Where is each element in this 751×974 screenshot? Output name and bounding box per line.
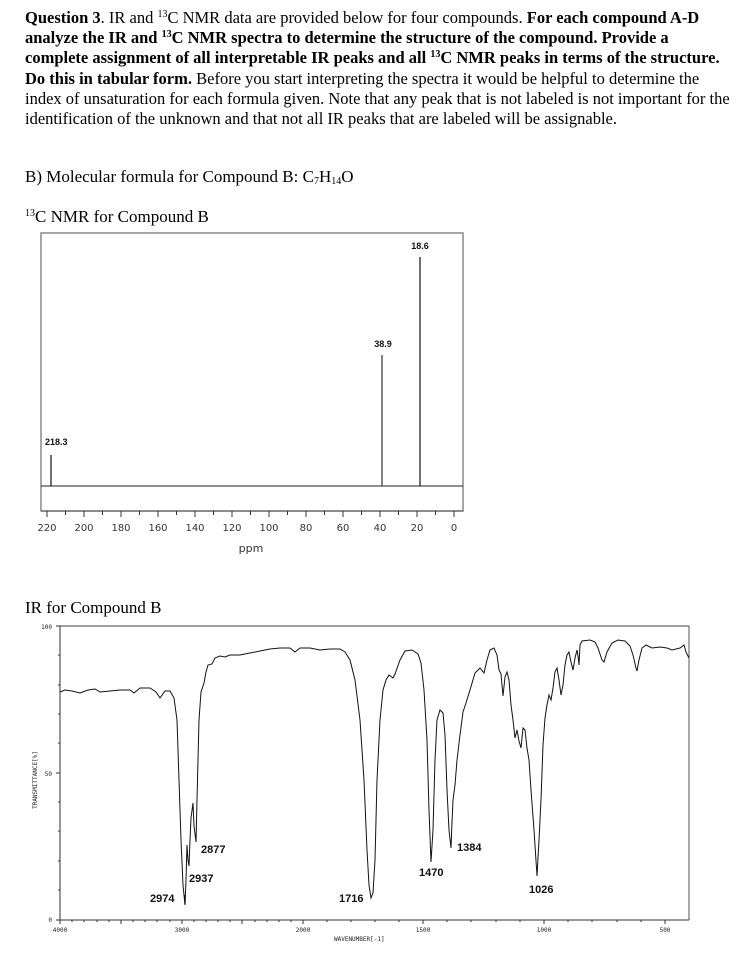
svg-text:180: 180 — [111, 523, 131, 534]
svg-text:4000: 4000 — [52, 927, 68, 934]
svg-text:60: 60 — [336, 523, 350, 534]
nmr-peak-label: 218.3 — [45, 437, 68, 447]
ir-peak-label: 1026 — [529, 884, 554, 896]
ir-x-axis-label: WAVENUMBER[-1] — [334, 936, 385, 943]
question-paragraph: Question 3. IR and $^{13}$C NMR data are provided below for four compounds. For each compound A-D analyze the IR and $^{13}$C NMR spectra to determine the structure of the compound. Provide a complete assignment of all interpretable IR peaks and all $^{13}$C NMR peaks in terms of the structure. Do this in tabular form. Before you start interpreting the spectra it would be helpful to determine the index of unsaturation for each formula given. Note that any peak that is not labeled is not important for the identification of the unknown and that not all IR peaks that are labeled will be assignable. — [25, 8, 730, 129]
nmr-peak-label: 38.9 — [374, 339, 392, 349]
svg-text:200: 200 — [74, 523, 94, 534]
svg-text:140: 140 — [185, 523, 205, 534]
ir-heading: IR for Compound B — [25, 598, 162, 617]
svg-text:0: 0 — [48, 917, 52, 924]
nmr-x-axis-label: ppm — [238, 542, 264, 555]
ir-spectrum-line — [60, 640, 689, 905]
nmr-heading: $^{13}$C NMR for Compound B — [25, 207, 209, 226]
question-label: Question 3 — [25, 8, 101, 27]
ir-peak-label: 1470 — [419, 867, 444, 879]
svg-text:100: 100 — [41, 624, 52, 631]
nmr-peak-label: 18.6 — [411, 241, 429, 251]
ir-chart — [32, 624, 689, 943]
svg-text:50: 50 — [44, 771, 52, 778]
ir-peak-label: 2937 — [189, 873, 214, 885]
svg-text:1000: 1000 — [536, 927, 552, 934]
svg-text:100: 100 — [259, 523, 279, 534]
svg-text:500: 500 — [659, 927, 671, 934]
svg-text:0: 0 — [450, 523, 458, 534]
ir-peak-label: 2877 — [201, 844, 226, 856]
ir-peak-label: 1716 — [339, 893, 364, 905]
ir-peak-label: 1384 — [457, 842, 482, 854]
ir-x-ticks — [60, 920, 665, 924]
svg-text:3000: 3000 — [174, 927, 190, 934]
molecular-formula: B) Molecular formula for Compound B: $C_7H_{14}O$ — [25, 167, 354, 187]
svg-text:220: 220 — [37, 523, 57, 534]
svg-text:160: 160 — [148, 523, 168, 534]
ir-y-ticks — [56, 626, 60, 920]
ir-y-axis-label: TRANSMITTANCE[%] — [32, 751, 39, 809]
svg-text:40: 40 — [373, 523, 387, 534]
ir-peak-label: 2974 — [150, 893, 175, 905]
svg-text:120: 120 — [222, 523, 242, 534]
nmr-chart — [37, 233, 463, 555]
nmr-ticks — [47, 511, 454, 517]
nmr-tick-labels — [37, 523, 457, 555]
svg-text:80: 80 — [299, 523, 313, 534]
svg-text:1500: 1500 — [415, 927, 431, 934]
nmr-frame — [41, 233, 463, 511]
svg-text:2000: 2000 — [295, 927, 311, 934]
svg-text:20: 20 — [410, 523, 424, 534]
